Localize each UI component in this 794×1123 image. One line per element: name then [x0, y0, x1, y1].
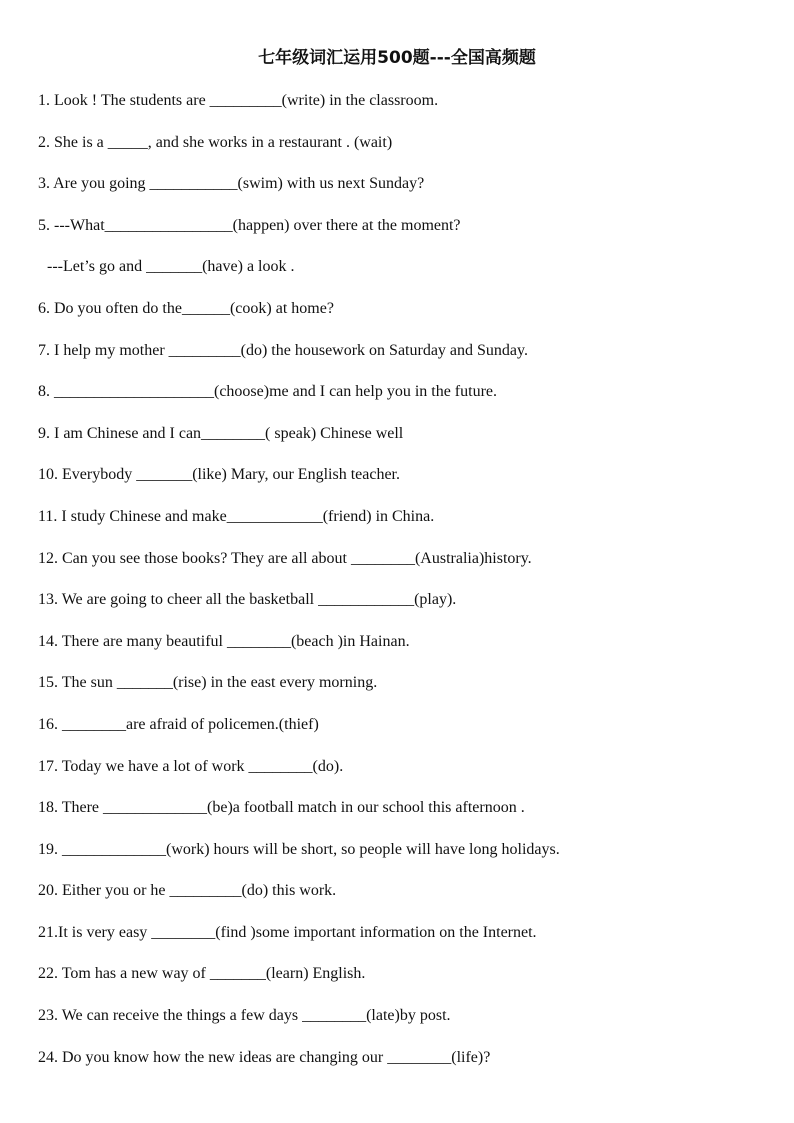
question-item: 5. ---What________________(happen) over there at the moment? — [38, 216, 461, 234]
question-item: 9. I am Chinese and I can________( speak) Chinese well — [38, 424, 404, 442]
question-item: 1. Look ! The students are _________(write) in the classroom. — [38, 92, 439, 109]
question-item: 11. I study Chinese and make____________(friend) in China. — [38, 507, 435, 525]
question-item: 12. Can you see those books? They are all about ________(Australia)history. — [38, 549, 532, 567]
question-item: 16. ________are afraid of policemen.(thief) — [38, 715, 319, 733]
question-item: 23. We can receive the things a few days ________(late)by post. — [38, 1007, 451, 1025]
question-item: 2. She is a _____, and she works in a restaurant . (wait) — [38, 133, 393, 151]
question-item: 19. _____________(work) hours will be short, so people will have long holidays. — [38, 840, 560, 858]
question-item: 21.It is very easy ________(find )some important information on the Internet. — [38, 923, 537, 941]
question-item: 6. Do you often do the______(cook) at home? — [38, 299, 334, 317]
question-item: 15. The sun _______(rise) in the east every morning. — [38, 674, 378, 692]
question-item: 20. Either you or he _________(do) this work. — [38, 882, 337, 900]
question-item: 3. Are you going ___________(swim) with us next Sunday? — [38, 175, 425, 193]
question-item: 13. We are going to cheer all the basketball ____________(play). — [38, 591, 457, 609]
question-item: 7. I help my mother _________(do) the housework on Saturday and Sunday. — [38, 341, 528, 359]
question-item: 10. Everybody _______(like) Mary, our English teacher. — [38, 466, 400, 484]
question-item: 18. There _____________(be)a football match in our school this afternoon . — [38, 799, 525, 817]
worksheet-title: 七年级词汇运用500题---全国高频题 — [258, 48, 536, 68]
question-item: 8. ____________________(choose)me and I can help you in the future. — [38, 383, 498, 401]
question-item: 14. There are many beautiful ________(beach )in Hainan. — [38, 632, 410, 650]
question-item-continuation: ---Let’s go and _______(have) a look . — [47, 258, 295, 276]
question-item: 24. Do you know how the new ideas are changing our ________(life)? — [38, 1048, 491, 1066]
question-item: 22. Tom has a new way of _______(learn) English. — [38, 965, 366, 983]
question-item: 17. Today we have a lot of work ________(do). — [38, 757, 344, 775]
question-list — [38, 89, 758, 1087]
